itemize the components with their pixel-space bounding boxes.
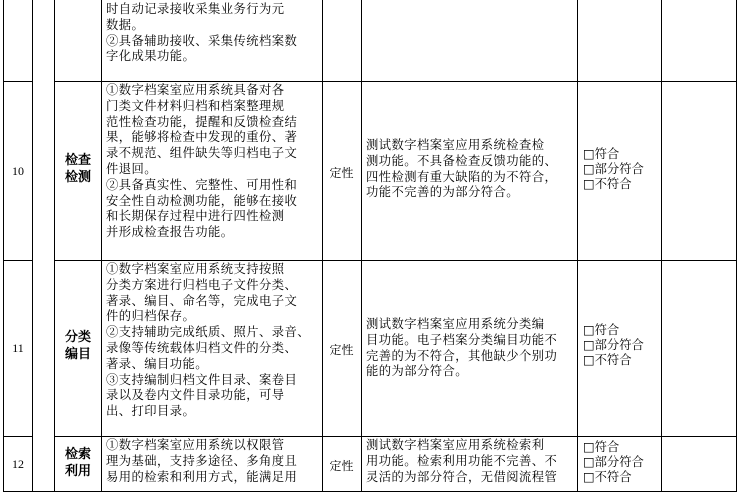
col-border	[54, 0, 55, 492]
result-options	[583, 147, 660, 192]
col-border	[736, 0, 737, 492]
item-heading: 检查 检测	[64, 153, 91, 185]
requirements-cell: ①数字档案室应用系统支持按照 分类方案进行归档电子文件分类、 著录、编目、命名等，完成电子文 件的归档保存。 ②支持辅助完成纸质、照片、录音、 录像等传统载体归档文件的分类、 著录、编目功能。 ③支持编制归档文件目录、案卷目 录以及卷内文件目录功能，可导 出、打印目录。	[106, 262, 310, 419]
method-cell: 测试数字档案室应用系统检索利 用功能。检索利用功能不完善、不 灵活的为部分符合，无借阅流程管	[366, 438, 558, 484]
result-option[interactable]: □不符合	[583, 353, 632, 367]
requirements-cell: ①数字档案室应用系统以权限管 理为基础，支持多途径、多角度且 易用的检索和利用方式，能满足用	[106, 438, 298, 484]
result-option[interactable]: □不符合	[583, 470, 632, 484]
result-option[interactable]: □部分符合	[583, 455, 644, 469]
nature-cell: 定性	[329, 166, 354, 180]
result-option[interactable]: □不符合	[583, 177, 632, 191]
result-option[interactable]: □符合	[583, 440, 620, 454]
table-bottom-border	[3, 491, 737, 492]
row-divider	[3, 436, 32, 437]
result-option[interactable]: □部分符合	[583, 162, 644, 176]
row-number: 12	[12, 457, 24, 471]
item-heading: 检索 利用	[64, 447, 91, 479]
col-border	[661, 0, 662, 492]
requirement-line: 数据。	[106, 17, 145, 32]
col-border	[577, 0, 578, 492]
col-border	[322, 0, 323, 492]
result-options	[583, 323, 660, 368]
col-border	[3, 0, 4, 492]
col-border	[101, 0, 102, 492]
row-number: 11	[12, 341, 24, 355]
row-divider	[54, 81, 737, 82]
result-option[interactable]: □部分符合	[583, 338, 644, 352]
row-divider	[54, 436, 737, 437]
nature-cell: 定性	[329, 459, 354, 473]
requirements-cell: ①数字档案室应用系统具备对各 门类文件材料归档和档案整理规 范性检查功能，提醒和反馈检查结 果，能够将检查中发现的重份、著 录不规范、组件缺失等归档电子文 件退回。 ②具备真实性、完整性、可用性和 安全性自动检测功能，能够在接收 和长期保存过程中进行四性检测 并形成检查报告功能。	[106, 83, 298, 240]
method-cell: 测试数字档案室应用系统检查检 测功能。不具备检查反馈功能的、 四性检测有重大缺陷的为不符合， 功能不完善的为部分符合。	[366, 138, 558, 200]
result-options	[583, 440, 660, 485]
result-option[interactable]: □符合	[583, 323, 620, 337]
nature-cell: 定性	[329, 343, 354, 357]
result-option[interactable]: □符合	[583, 147, 620, 161]
row-divider	[3, 260, 32, 261]
requirement-line: 字化成果功能。	[106, 49, 196, 64]
method-cell: 测试数字档案室应用系统分类编 目功能。电子档案分类编目功能不 完善的为不符合，其他缺少个别功 能的为部分符合。	[366, 317, 558, 379]
requirement-line: ②具备辅助接收、采集传统档案数	[106, 33, 298, 48]
requirements-cell	[106, 2, 321, 65]
row-number: 10	[12, 164, 24, 178]
col-border	[32, 0, 33, 492]
item-heading: 分类 编目	[64, 330, 91, 362]
row-divider	[3, 81, 32, 82]
requirement-line: 时自动记录接收采集业务行为元	[106, 2, 285, 16]
col-border	[361, 0, 362, 492]
row-divider	[54, 260, 737, 261]
